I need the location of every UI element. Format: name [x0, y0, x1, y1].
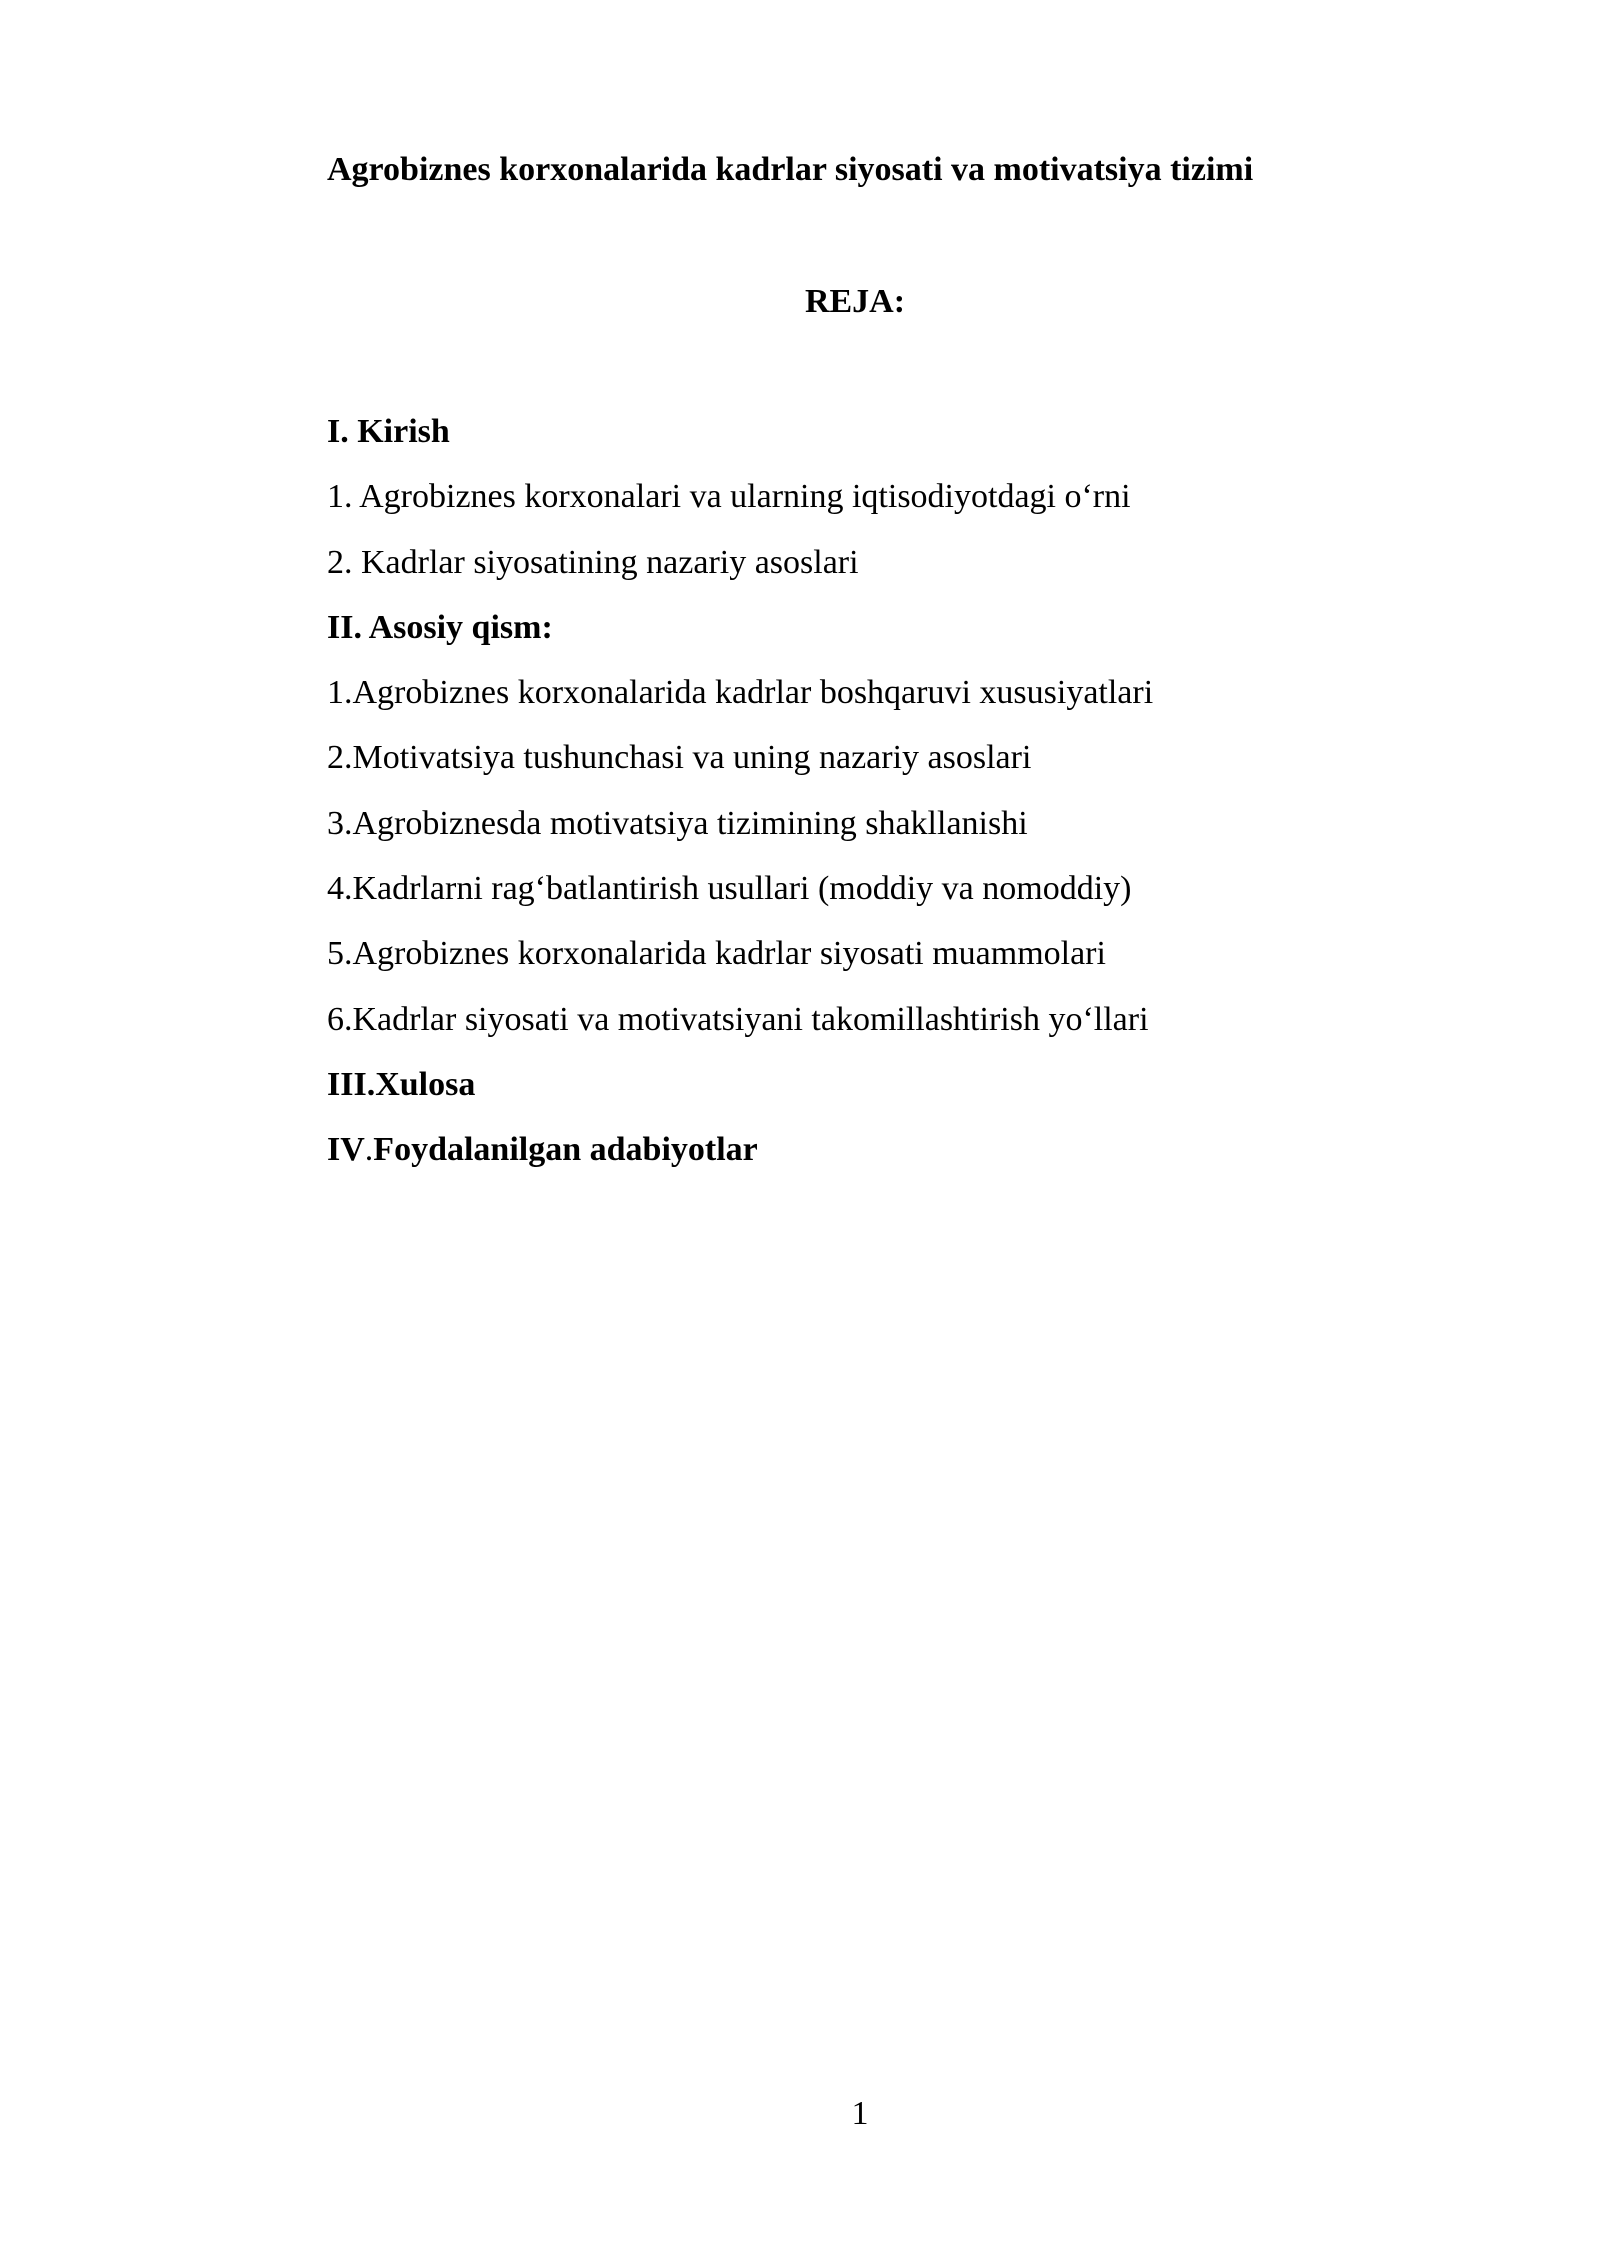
outline-item: 1.Agrobiznes korxonalarida kadrlar boshqaruvi xususiyatlari	[327, 674, 1154, 712]
outline-item-references-heading	[327, 1130, 1153, 1195]
outline-item-main-heading: II. Asosiy qism:	[327, 608, 553, 646]
outline-item: 3.Agrobiznesda motivatsiya tizimining shakllanishi	[327, 804, 1028, 842]
outline-item: 1. Agrobiznes korxonalari va ularning iqtisodiyotdagi o‘rni	[327, 478, 1131, 516]
references-separator: .	[364, 1131, 374, 1169]
outline-item: 4.Kadrlarni rag‘batlantirish usullari (moddiy va nomoddiy)	[327, 870, 1132, 908]
outline-item: 2.Motivatsiya tushunchasi va uning nazariy asoslari	[327, 739, 1032, 777]
plan-outline	[327, 412, 1153, 1196]
outline-item-conclusion-heading: III.Xulosa	[327, 1065, 476, 1103]
outline-item-intro-heading: I. Kirish	[327, 413, 450, 450]
references-prefix: IV	[327, 1131, 365, 1169]
outline-item: 5.Agrobiznes korxonalarida kadrlar siyosati muammolari	[327, 935, 1106, 973]
plan-heading: REJA:	[804, 283, 906, 320]
outline-item: 6.Kadrlar siyosati va motivatsiyani takomillashtirish yo‘llari	[327, 1000, 1149, 1038]
document-title: Agrobiznes korxonalarida kadrlar siyosati va motivatsiya tizimi	[327, 151, 1254, 188]
references-label: Foydalanilgan adabiyotlar	[373, 1131, 758, 1169]
page-number: 1	[851, 2095, 869, 2132]
outline-item: 2. Kadrlar siyosatining nazariy asoslari	[327, 543, 859, 581]
